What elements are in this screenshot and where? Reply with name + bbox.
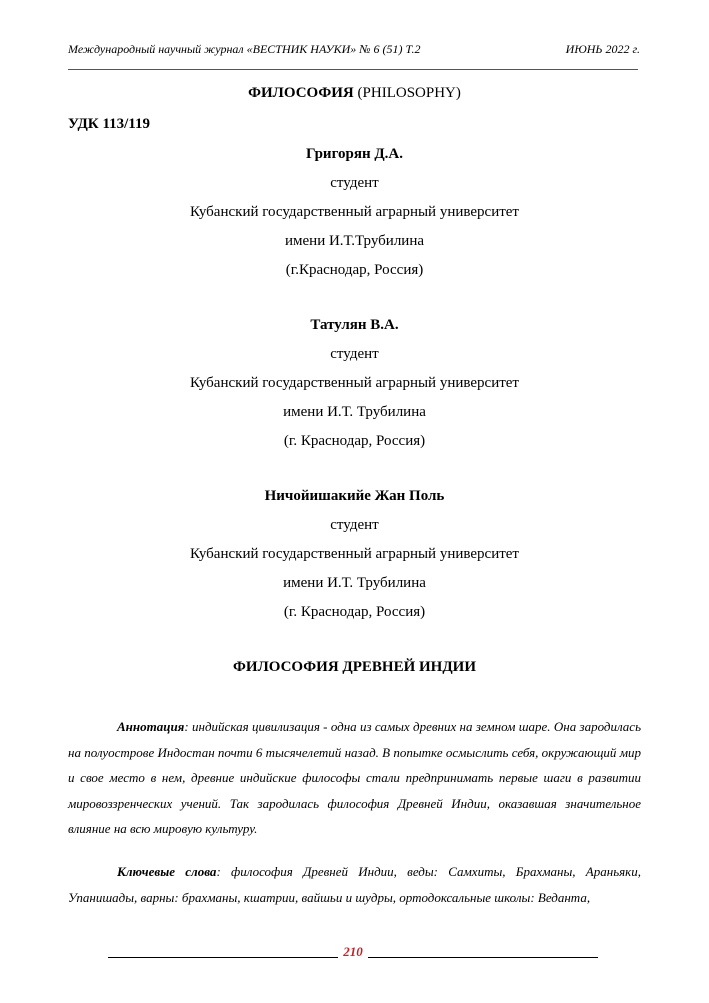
keywords-text: : философия Древней Индии, веды: Самхиты, Брахманы, Араньяки, Упанишады, варны: брахманы, кшатрии, вайшьи и шудры, ортодоксальные школы: Веданта, bbox=[68, 864, 641, 905]
footer-rule-left bbox=[108, 947, 338, 958]
author-role: студент bbox=[330, 175, 379, 191]
running-header bbox=[68, 42, 640, 57]
page-number: 210 bbox=[343, 944, 363, 959]
section-title-en: (PHILOSOPHY) bbox=[357, 85, 461, 101]
author-name: Григорян Д.А. bbox=[305, 146, 404, 162]
author-university-named-after: имени И.Т.Трубилина bbox=[284, 233, 425, 249]
abstract-paragraph bbox=[68, 714, 641, 842]
author-role: студент bbox=[330, 346, 379, 362]
section-title-ru: ФИЛОСОФИЯ bbox=[248, 85, 354, 101]
author-university: Кубанский государственный аграрный университет bbox=[190, 546, 519, 562]
section-title bbox=[0, 85, 709, 102]
author-location: (г. Краснодар, Россия) bbox=[283, 433, 426, 449]
article-title: ФИЛОСОФИЯ ДРЕВНЕЙ ИНДИИ bbox=[233, 659, 476, 675]
author-university: Кубанский государственный аграрный университет bbox=[190, 375, 519, 391]
abstract-text: : индийская цивилизация - одна из самых древних на земном шаре. Она зародилась на полуострове Индостан почти 6 тысячелетий назад. В попытке осмыслить себя, окружающий мир и свое место в нем, древние индийские философы стали предпринимать первые шаги в развитии мировоззренческих учений. Так зародилась философия Древней Индии, оказавшая значительное влияние на всю мировую культуру. bbox=[68, 719, 641, 836]
journal-title: Международный научный журнал «ВЕСТНИК НАУКИ» № 6 (51) Т.2 bbox=[68, 42, 421, 56]
author-block bbox=[0, 488, 709, 633]
author-role: студент bbox=[330, 517, 379, 533]
author-university: Кубанский государственный аграрный университет bbox=[190, 204, 519, 220]
author-name: Ничойишакийе Жан Поль bbox=[264, 488, 445, 504]
author-name: Татулян В.А. bbox=[310, 317, 399, 333]
issue-date: ИЮНЬ 2022 г. bbox=[565, 42, 640, 56]
page-footer bbox=[108, 944, 598, 960]
author-location: (г.Краснодар, Россия) bbox=[285, 262, 424, 278]
author-block bbox=[0, 317, 709, 462]
header-divider bbox=[68, 69, 638, 70]
author-location: (г. Краснодар, Россия) bbox=[283, 604, 426, 620]
udk-code: УДК 113/119 bbox=[68, 116, 150, 132]
author-block bbox=[0, 146, 709, 291]
keywords-label: Ключевые слова bbox=[117, 864, 217, 879]
author-university-named-after: имени И.Т. Трубилина bbox=[283, 575, 426, 591]
abstract-label: Аннотация bbox=[117, 719, 185, 734]
author-university-named-after: имени И.Т. Трубилина bbox=[283, 404, 426, 420]
footer-rule-right bbox=[368, 947, 598, 958]
keywords-paragraph bbox=[68, 859, 641, 910]
